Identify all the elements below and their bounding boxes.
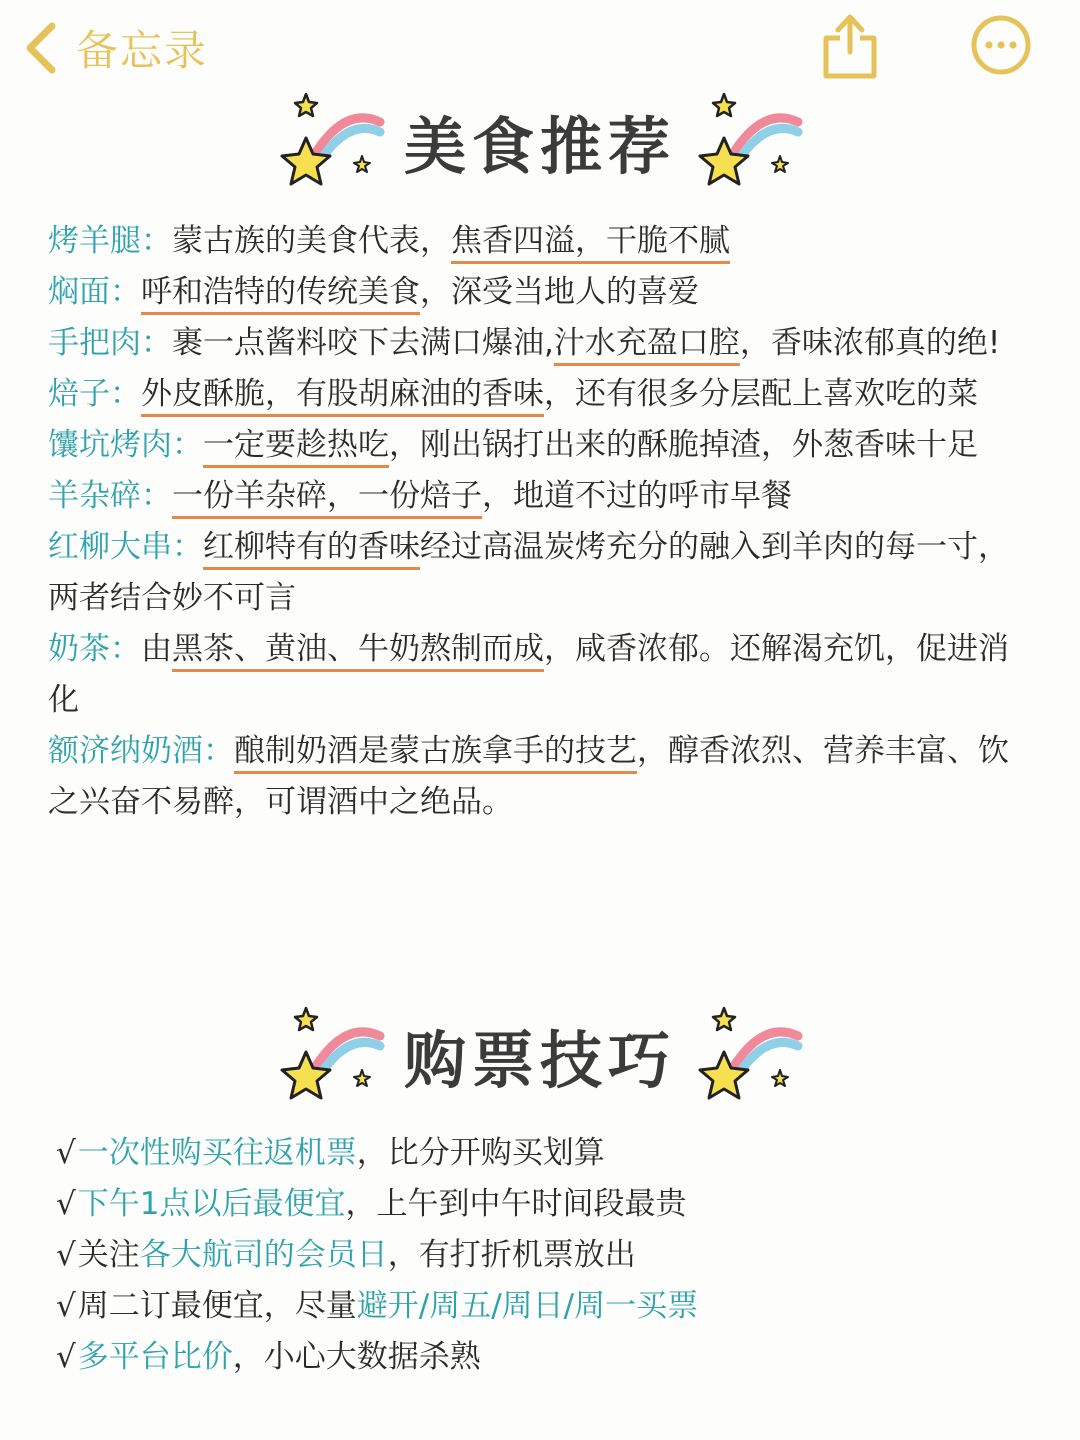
list-item: 馕坑烤肉：一定要趁热吃，刚出锅打出来的酥脆掉渣，外葱香味十足 [48, 427, 978, 463]
checkmark-icon: √ [56, 1186, 76, 1222]
food-title: 美食推荐 [403, 109, 676, 183]
checkmark-icon: √ [56, 1339, 76, 1375]
tips-list [56, 1128, 1046, 1383]
food-heading [0, 86, 1080, 196]
list-item: 奶茶：由黑茶、黄油、牛奶熬制而成，咸香浓郁。还解渴充饥，促进消化 [48, 631, 1009, 718]
checkmark-icon: √ [56, 1135, 76, 1171]
shooting-star-icon [694, 1000, 804, 1110]
checkmark-icon: √ [56, 1237, 76, 1273]
chevron-left-icon [20, 20, 60, 76]
list-item: 手把肉：裹一点酱料咬下去满口爆油,汁水充盈口腔，香味浓郁真的绝! [48, 325, 1001, 361]
tips-heading [0, 1000, 1080, 1110]
back-label: 备忘录 [76, 26, 209, 75]
list-item: √多平台比价，小心大数据杀熟 [56, 1339, 481, 1375]
more-icon[interactable] [970, 14, 1032, 76]
shooting-star-icon [276, 1000, 386, 1110]
list-item: √关注各大航司的会员日，有打折机票放出 [56, 1237, 636, 1273]
list-item: 焖面：呼和浩特的传统美食，深受当地人的喜爱 [48, 274, 699, 310]
list-item: √一次性购买往返机票，比分开购买划算 [56, 1135, 605, 1171]
list-item: 额济纳奶酒：酿制奶酒是蒙古族拿手的技艺，醇香浓烈、营养丰富、饮之兴奋不易醉，可谓酒中之绝品。 [48, 733, 1009, 820]
top-bar [0, 0, 1080, 95]
list-item: 红柳大串：红柳特有的香味经过高温炭烤充分的融入到羊肉的每一寸，两者结合妙不可言 [48, 529, 1009, 616]
list-item: √下午1点以后最便宜，上午到中午时间段最贵 [56, 1186, 687, 1222]
shooting-star-icon [276, 86, 386, 196]
list-item: √周二订最便宜，尽量避开/周五/周日/周一买票 [56, 1288, 699, 1324]
list-item: 烤羊腿：蒙古族的美食代表，焦香四溢，干脆不腻 [48, 223, 730, 259]
tips-title: 购票技巧 [403, 1023, 676, 1097]
list-item: 焙子：外皮酥脆，有股胡麻油的香味，还有很多分层配上喜欢吃的菜 [48, 376, 978, 412]
food-list [48, 216, 1038, 828]
share-icon[interactable] [818, 8, 882, 80]
list-item: 羊杂碎：一份羊杂碎，一份焙子，地道不过的呼市早餐 [48, 478, 792, 514]
back-button[interactable] [20, 18, 208, 78]
checkmark-icon: √ [56, 1288, 76, 1324]
shooting-star-icon [694, 86, 804, 196]
